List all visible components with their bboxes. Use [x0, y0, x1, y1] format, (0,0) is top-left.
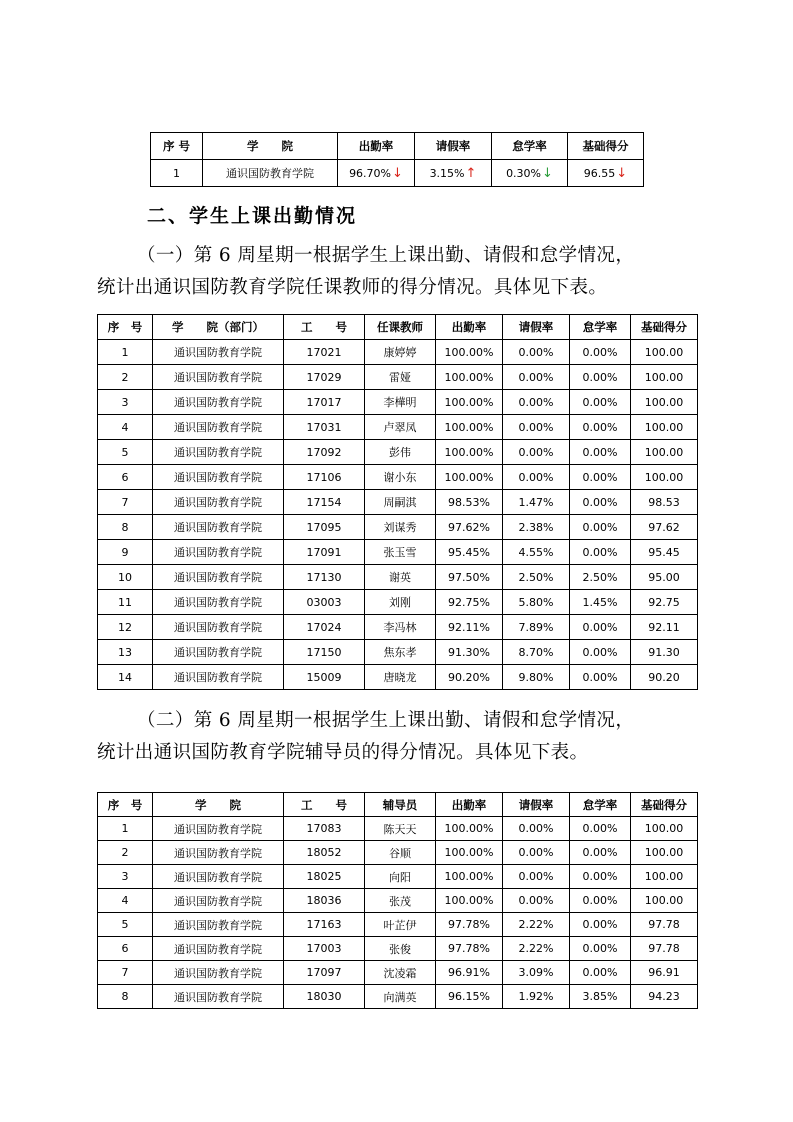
cell-truancy: 0.00%	[570, 515, 631, 540]
cell-name: 向满英	[365, 985, 436, 1009]
cell-attendance: 100.00%	[436, 865, 503, 889]
header-index: 序 号	[151, 133, 203, 160]
cell-leave: 0.00%	[503, 440, 570, 465]
summary-attendance: 96.70%	[349, 166, 392, 180]
cell-index: 6	[98, 937, 153, 961]
cell-name: 焦东孝	[365, 640, 436, 665]
header-truancy: 怠学率	[492, 133, 568, 160]
header-teacher: 任课教师	[365, 315, 436, 340]
cell-staff-id: 17150	[284, 640, 365, 665]
teacher-header-row	[98, 315, 698, 340]
cell-attendance: 97.78%	[436, 913, 503, 937]
header-college: 学 院	[153, 793, 284, 817]
summary-college: 通识国防教育学院	[203, 160, 338, 187]
cell-attendance: 96.15%	[436, 985, 503, 1009]
counselor-score-table	[97, 792, 698, 1009]
paragraph-counselors	[97, 705, 707, 769]
cell-attendance: 100.00%	[436, 841, 503, 865]
cell-truancy: 2.50%	[570, 565, 631, 590]
table-row	[98, 937, 698, 961]
cell-attendance: 100.00%	[436, 365, 503, 390]
cell-name: 张茂	[365, 889, 436, 913]
cell-leave: 8.70%	[503, 640, 570, 665]
cell-score: 90.20	[631, 665, 698, 690]
cell-attendance: 100.00%	[436, 440, 503, 465]
cell-name: 谷顺	[365, 841, 436, 865]
cell-attendance: 100.00%	[436, 889, 503, 913]
cell-index: 1	[98, 817, 153, 841]
cell-college: 通识国防教育学院	[153, 817, 284, 841]
summary-header-row	[151, 133, 644, 160]
table-row	[98, 465, 698, 490]
cell-college: 通识国防教育学院	[153, 961, 284, 985]
header-truancy: 怠学率	[570, 793, 631, 817]
table-row	[98, 961, 698, 985]
cell-index: 10	[98, 565, 153, 590]
cell-score: 100.00	[631, 889, 698, 913]
cell-leave: 0.00%	[503, 889, 570, 913]
header-leave: 请假率	[415, 133, 492, 160]
cell-score: 92.75	[631, 590, 698, 615]
cell-college: 通识国防教育学院	[153, 665, 284, 690]
cell-staff-id: 17092	[284, 440, 365, 465]
header-attendance: 出勤率	[436, 315, 503, 340]
cell-college: 通识国防教育学院	[153, 365, 284, 390]
cell-score: 95.45	[631, 540, 698, 565]
table-row	[98, 515, 698, 540]
cell-staff-id: 17097	[284, 961, 365, 985]
cell-index: 6	[98, 465, 153, 490]
cell-index: 4	[98, 415, 153, 440]
cell-truancy: 0.00%	[570, 615, 631, 640]
cell-name: 谢小东	[365, 465, 436, 490]
cell-truancy: 0.00%	[570, 889, 631, 913]
cell-staff-id: 17091	[284, 540, 365, 565]
cell-truancy: 0.00%	[570, 440, 631, 465]
cell-index: 2	[98, 365, 153, 390]
header-score: 基础得分	[631, 315, 698, 340]
cell-leave: 2.22%	[503, 937, 570, 961]
cell-truancy: 0.00%	[570, 937, 631, 961]
header-attendance: 出勤率	[338, 133, 415, 160]
cell-index: 11	[98, 590, 153, 615]
header-leave: 请假率	[503, 315, 570, 340]
paragraph-line: 统计出通识国防教育学院任课教师的得分情况。具体见下表。	[97, 277, 608, 298]
cell-attendance: 97.50%	[436, 565, 503, 590]
cell-attendance: 97.78%	[436, 937, 503, 961]
cell-staff-id: 18052	[284, 841, 365, 865]
cell-truancy: 0.00%	[570, 913, 631, 937]
cell-name: 卢翠凤	[365, 415, 436, 440]
cell-college: 通识国防教育学院	[153, 515, 284, 540]
cell-attendance: 90.20%	[436, 665, 503, 690]
cell-truancy: 0.00%	[570, 365, 631, 390]
header-truancy: 怠学率	[570, 315, 631, 340]
cell-truancy: 1.45%	[570, 590, 631, 615]
table-row	[98, 590, 698, 615]
header-college: 学 院	[203, 133, 338, 160]
cell-score: 100.00	[631, 465, 698, 490]
summary-leave-cell	[415, 160, 492, 187]
table-row	[98, 565, 698, 590]
cell-name: 刘刚	[365, 590, 436, 615]
arrow-down-icon: ↓	[542, 165, 553, 181]
cell-leave: 2.50%	[503, 565, 570, 590]
cell-college: 通识国防教育学院	[153, 415, 284, 440]
cell-truancy: 0.00%	[570, 817, 631, 841]
header-index: 序 号	[98, 315, 153, 340]
cell-attendance: 95.45%	[436, 540, 503, 565]
cell-staff-id: 17029	[284, 365, 365, 390]
cell-college: 通识国防教育学院	[153, 913, 284, 937]
paragraph-teachers	[97, 240, 707, 304]
cell-truancy: 0.00%	[570, 961, 631, 985]
table-row	[98, 390, 698, 415]
table-row	[98, 640, 698, 665]
cell-college: 通识国防教育学院	[153, 390, 284, 415]
cell-leave: 2.22%	[503, 913, 570, 937]
summary-index: 1	[151, 160, 203, 187]
cell-name: 陈天天	[365, 817, 436, 841]
cell-truancy: 0.00%	[570, 640, 631, 665]
cell-index: 5	[98, 913, 153, 937]
cell-attendance: 100.00%	[436, 415, 503, 440]
cell-score: 97.78	[631, 913, 698, 937]
cell-attendance: 100.00%	[436, 390, 503, 415]
cell-leave: 0.00%	[503, 465, 570, 490]
table-row	[98, 490, 698, 515]
cell-score: 91.30	[631, 640, 698, 665]
cell-index: 4	[98, 889, 153, 913]
cell-staff-id: 17154	[284, 490, 365, 515]
cell-college: 通识国防教育学院	[153, 985, 284, 1009]
cell-leave: 0.00%	[503, 841, 570, 865]
cell-score: 97.78	[631, 937, 698, 961]
cell-leave: 2.38%	[503, 515, 570, 540]
arrow-up-icon: ↑	[465, 165, 477, 181]
summary-score: 96.55	[583, 166, 616, 180]
cell-index: 7	[98, 961, 153, 985]
table-row	[98, 665, 698, 690]
table-row	[98, 817, 698, 841]
cell-score: 100.00	[631, 817, 698, 841]
cell-staff-id: 17021	[284, 340, 365, 365]
table-row	[98, 985, 698, 1009]
cell-staff-id: 17095	[284, 515, 365, 540]
cell-leave: 1.47%	[503, 490, 570, 515]
summary-row	[151, 160, 644, 187]
cell-index: 1	[98, 340, 153, 365]
cell-staff-id: 17106	[284, 465, 365, 490]
header-score: 基础得分	[568, 133, 644, 160]
cell-attendance: 100.00%	[436, 340, 503, 365]
cell-college: 通识国防教育学院	[153, 490, 284, 515]
summary-truancy-cell	[492, 160, 568, 187]
cell-truancy: 0.00%	[570, 465, 631, 490]
cell-staff-id: 17017	[284, 390, 365, 415]
cell-leave: 0.00%	[503, 865, 570, 889]
cell-truancy: 0.00%	[570, 340, 631, 365]
cell-truancy: 0.00%	[570, 490, 631, 515]
cell-index: 14	[98, 665, 153, 690]
arrow-down-icon: ↓	[392, 165, 403, 181]
cell-staff-id: 17130	[284, 565, 365, 590]
cell-truancy: 0.00%	[570, 390, 631, 415]
cell-leave: 7.89%	[503, 615, 570, 640]
cell-college: 通识国防教育学院	[153, 565, 284, 590]
table-row	[98, 440, 698, 465]
cell-staff-id: 17083	[284, 817, 365, 841]
cell-college: 通识国防教育学院	[153, 340, 284, 365]
cell-staff-id: 18030	[284, 985, 365, 1009]
header-counselor: 辅导员	[365, 793, 436, 817]
cell-staff-id: 17024	[284, 615, 365, 640]
header-staff-id: 工 号	[284, 315, 365, 340]
teacher-score-table	[97, 314, 698, 690]
summary-score-cell	[568, 160, 644, 187]
cell-leave: 0.00%	[503, 415, 570, 440]
cell-attendance: 96.91%	[436, 961, 503, 985]
cell-attendance: 91.30%	[436, 640, 503, 665]
cell-score: 95.00	[631, 565, 698, 590]
cell-attendance: 100.00%	[436, 817, 503, 841]
cell-attendance: 92.75%	[436, 590, 503, 615]
cell-attendance: 98.53%	[436, 490, 503, 515]
cell-name: 康婷婷	[365, 340, 436, 365]
counselor-header-row	[98, 793, 698, 817]
cell-staff-id: 15009	[284, 665, 365, 690]
cell-truancy: 0.00%	[570, 665, 631, 690]
cell-score: 94.23	[631, 985, 698, 1009]
table-row	[98, 365, 698, 390]
cell-name: 沈凌霜	[365, 961, 436, 985]
cell-name: 彭伟	[365, 440, 436, 465]
summary-leave: 3.15%	[429, 166, 465, 180]
cell-name: 谢英	[365, 565, 436, 590]
cell-leave: 9.80%	[503, 665, 570, 690]
cell-college: 通识国防教育学院	[153, 465, 284, 490]
cell-college: 通识国防教育学院	[153, 640, 284, 665]
header-index: 序 号	[98, 793, 153, 817]
cell-truancy: 0.00%	[570, 540, 631, 565]
cell-leave: 0.00%	[503, 817, 570, 841]
cell-staff-id: 18025	[284, 865, 365, 889]
cell-college: 通识国防教育学院	[153, 937, 284, 961]
cell-name: 叶芷伊	[365, 913, 436, 937]
table-row	[98, 415, 698, 440]
paragraph-line: （一）第 6 周星期一根据学生上课出勤、请假和怠学情况，	[137, 245, 635, 266]
cell-staff-id: 17003	[284, 937, 365, 961]
cell-index: 2	[98, 841, 153, 865]
cell-score: 100.00	[631, 440, 698, 465]
cell-index: 3	[98, 865, 153, 889]
cell-college: 通识国防教育学院	[153, 865, 284, 889]
cell-name: 张俊	[365, 937, 436, 961]
cell-score: 96.91	[631, 961, 698, 985]
cell-index: 8	[98, 515, 153, 540]
cell-leave: 3.09%	[503, 961, 570, 985]
cell-name: 李冯林	[365, 615, 436, 640]
cell-index: 3	[98, 390, 153, 415]
table-row	[98, 615, 698, 640]
cell-leave: 0.00%	[503, 340, 570, 365]
cell-score: 97.62	[631, 515, 698, 540]
cell-leave: 1.92%	[503, 985, 570, 1009]
cell-staff-id: 17031	[284, 415, 365, 440]
paragraph-line: 统计出通识国防教育学院辅导员的得分情况。具体见下表。	[97, 742, 589, 763]
header-staff-id: 工 号	[284, 793, 365, 817]
cell-truancy: 0.00%	[570, 865, 631, 889]
cell-truancy: 3.85%	[570, 985, 631, 1009]
cell-score: 100.00	[631, 865, 698, 889]
cell-college: 通识国防教育学院	[153, 841, 284, 865]
cell-staff-id: 17163	[284, 913, 365, 937]
cell-index: 7	[98, 490, 153, 515]
header-leave: 请假率	[503, 793, 570, 817]
college-summary-table	[150, 132, 644, 187]
header-college: 学 院（部门）	[153, 315, 284, 340]
table-row	[98, 841, 698, 865]
cell-name: 张玉雪	[365, 540, 436, 565]
cell-attendance: 92.11%	[436, 615, 503, 640]
cell-leave: 5.80%	[503, 590, 570, 615]
cell-college: 通识国防教育学院	[153, 440, 284, 465]
cell-truancy: 0.00%	[570, 841, 631, 865]
cell-score: 100.00	[631, 365, 698, 390]
cell-staff-id: 18036	[284, 889, 365, 913]
arrow-down-icon: ↓	[616, 165, 628, 181]
cell-name: 雷娅	[365, 365, 436, 390]
cell-score: 92.11	[631, 615, 698, 640]
cell-name: 唐晓龙	[365, 665, 436, 690]
cell-score: 100.00	[631, 841, 698, 865]
summary-attendance-cell	[338, 160, 415, 187]
cell-staff-id: 03003	[284, 590, 365, 615]
cell-score: 98.53	[631, 490, 698, 515]
cell-index: 9	[98, 540, 153, 565]
cell-college: 通识国防教育学院	[153, 540, 284, 565]
cell-name: 李樺明	[365, 390, 436, 415]
cell-index: 13	[98, 640, 153, 665]
section-heading: 二、学生上课出勤情况	[147, 205, 358, 227]
cell-college: 通识国防教育学院	[153, 889, 284, 913]
cell-college: 通识国防教育学院	[153, 615, 284, 640]
summary-truancy: 0.30%	[506, 166, 542, 180]
cell-index: 8	[98, 985, 153, 1009]
cell-name: 向阳	[365, 865, 436, 889]
cell-score: 100.00	[631, 415, 698, 440]
cell-leave: 0.00%	[503, 390, 570, 415]
cell-truancy: 0.00%	[570, 415, 631, 440]
table-row	[98, 540, 698, 565]
cell-leave: 4.55%	[503, 540, 570, 565]
cell-score: 100.00	[631, 390, 698, 415]
cell-name: 刘谋秀	[365, 515, 436, 540]
cell-college: 通识国防教育学院	[153, 590, 284, 615]
table-row	[98, 913, 698, 937]
cell-score: 100.00	[631, 340, 698, 365]
header-attendance: 出勤率	[436, 793, 503, 817]
cell-index: 12	[98, 615, 153, 640]
cell-leave: 0.00%	[503, 365, 570, 390]
table-row	[98, 889, 698, 913]
cell-attendance: 100.00%	[436, 465, 503, 490]
header-score: 基础得分	[631, 793, 698, 817]
cell-attendance: 97.62%	[436, 515, 503, 540]
paragraph-line: （二）第 6 周星期一根据学生上课出勤、请假和怠学情况，	[137, 710, 635, 731]
cell-index: 5	[98, 440, 153, 465]
table-row	[98, 340, 698, 365]
cell-name: 周嗣淇	[365, 490, 436, 515]
table-row	[98, 865, 698, 889]
